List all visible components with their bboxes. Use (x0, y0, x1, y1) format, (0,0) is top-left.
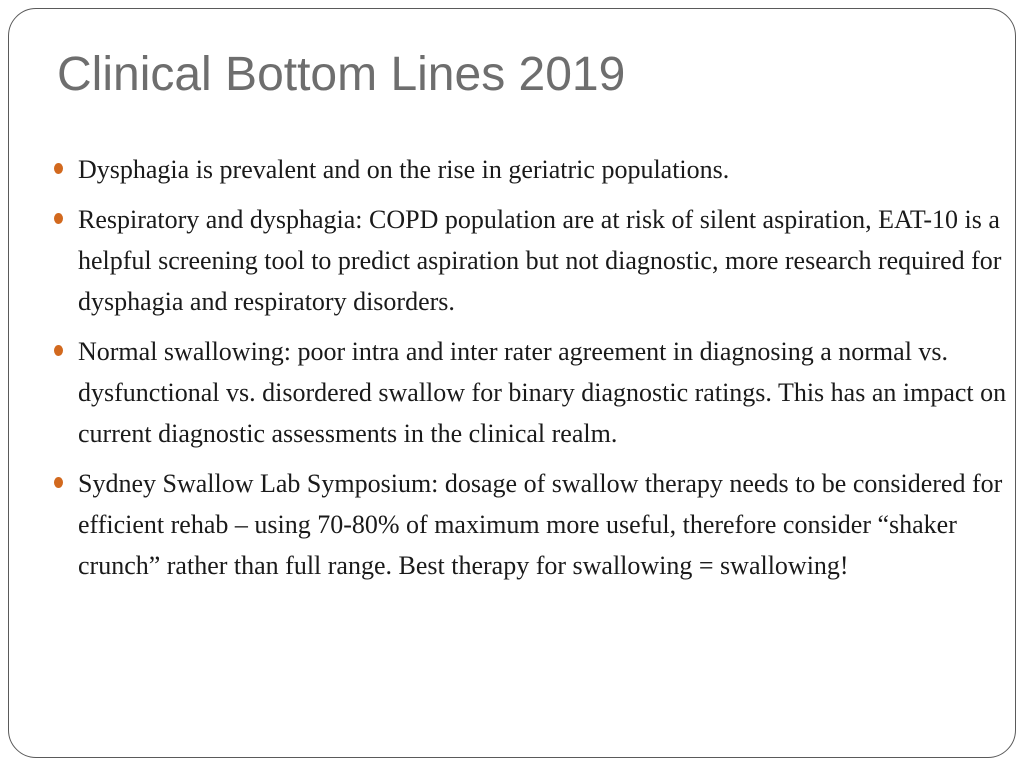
bullet-item-sydney-symposium (54, 463, 1024, 586)
bullet-text: Respiratory and dysphagia: COPD population are at risk of silent aspiration, EAT-10 is a helpful screening tool to predict aspiration but not diagnostic, more research required for dysphagia and respiratory disorders. (78, 205, 1002, 316)
bullet-text: Dysphagia is prevalent and on the rise in geriatric populations. (78, 155, 730, 184)
slide-title: Clinical Bottom Lines 2019 (57, 48, 626, 101)
bullet-dot-icon (54, 345, 63, 356)
bullet-text: Sydney Swallow Lab Symposium: dosage of swallow therapy needs to be considered for efficient rehab – using 70-80% of maximum more useful, therefore consider “shaker crunch” rather than full range. Best therapy for swallowing = swallowing! (78, 469, 1003, 580)
bullet-list (54, 149, 1024, 595)
bullet-dot-icon (54, 213, 63, 224)
bullet-text: Normal swallowing: poor intra and inter rater agreement in diagnosing a normal vs. dysfunctional vs. disordered swallow for binary diagnostic ratings. This has an impact on current diagnostic assessments in the clinical realm. (78, 337, 1007, 448)
bullet-item-respiratory-dysphagia (54, 199, 1024, 322)
bullet-dot-icon (54, 163, 63, 174)
bullet-item-normal-swallowing (54, 331, 1024, 454)
bullet-dot-icon (54, 477, 63, 488)
slide-frame (8, 8, 1016, 758)
bullet-item-dysphagia-prevalence (54, 149, 1024, 190)
